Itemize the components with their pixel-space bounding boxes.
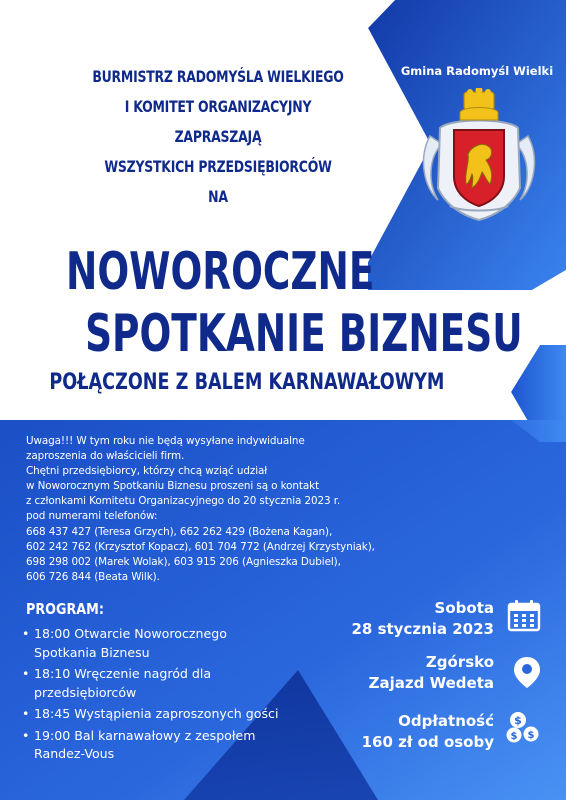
invitation-line: BURMISTRZ RADOMYŚLA WIELKIEGO (92, 67, 344, 86)
invitation-line: NA (208, 187, 228, 206)
date-full: 28 stycznia 2023 (351, 620, 494, 638)
event-date (351, 598, 494, 640)
invitation-line: I KOMITET ORGANIZACYJNY (124, 97, 312, 116)
notice-line: 668 437 427 (Teresa Grzych), 662 262 429 (Bożena Kagan), (26, 525, 333, 538)
coat-of-arms-icon (420, 88, 538, 223)
fee-label: Odpłatność (398, 712, 494, 730)
location-venue: Zajazd Wedeta (368, 674, 494, 692)
program-item: • 18:10 Wręczenie nagród dla przedsiębiorców (22, 665, 282, 702)
program-heading: PROGRAM: (26, 600, 104, 618)
invitation-line: ZAPRASZAJĄ (174, 127, 262, 146)
notice-line: zaproszenia do właścicieli firm. (26, 450, 185, 463)
location-pin-icon (510, 655, 544, 689)
invitation-line: WSZYSTKICH PRZEDSIĘBIORCÓW (104, 157, 332, 176)
date-day: Sobota (434, 599, 494, 617)
program-item: • 18:00 Otwarcie Noworocznego Spotkania Biznesu (22, 625, 282, 662)
invitation-text (18, 62, 418, 212)
notice-line: z członkami Komitetu Organizacyjnego do 20 stycznia 2023 r. (26, 495, 341, 508)
svg-text:$: $ (510, 731, 518, 742)
fee-amount: 160 zł od osoby (361, 733, 494, 751)
calendar-icon (507, 598, 541, 632)
event-subtitle: POŁĄCZONE Z BALEM KARNAWAŁOWYM (49, 370, 445, 395)
svg-text:$: $ (527, 730, 535, 741)
notice-line: pod numerami telefonów: (26, 510, 158, 523)
notice-line: 602 242 762 (Krzysztof Kopacz), 601 704 772 (Andrzej Krzystyniak), (26, 540, 375, 553)
event-location (369, 652, 494, 694)
notice-block (26, 434, 426, 585)
program-list (22, 625, 282, 767)
event-title-line-1: NOWOROCZNE (65, 242, 375, 302)
svg-text:$: $ (514, 714, 522, 727)
event-fee (362, 711, 494, 753)
location-town: Zgórsko (425, 653, 494, 671)
event-title-line-2: SPOTKANIE BIZNESU (85, 304, 523, 364)
brand-name: Gmina Radomyśl Wielki (400, 64, 554, 78)
notice-line: 698 298 002 (Marek Wolak), 603 915 206 (Agnieszka Dubiel), (26, 555, 341, 568)
notice-line: 606 726 844 (Beata Wilk). (26, 570, 160, 583)
program-item: • 18:45 Wystąpienia zaproszonych gości (22, 705, 282, 724)
notice-line: Chętni przedsiębiorcy, którzy chcą wziąć udział (26, 465, 268, 478)
program-item: • 19:00 Bal karnawałowy z zespołem Randez-Vous (22, 727, 282, 764)
money-icon (506, 710, 540, 744)
notice-line: Uwaga!!! W tym roku nie będą wysyłane indywidualne (26, 435, 305, 447)
notice-line: w Noworocznym Spotkaniu Biznesu proszeni są o kontakt (26, 480, 320, 493)
